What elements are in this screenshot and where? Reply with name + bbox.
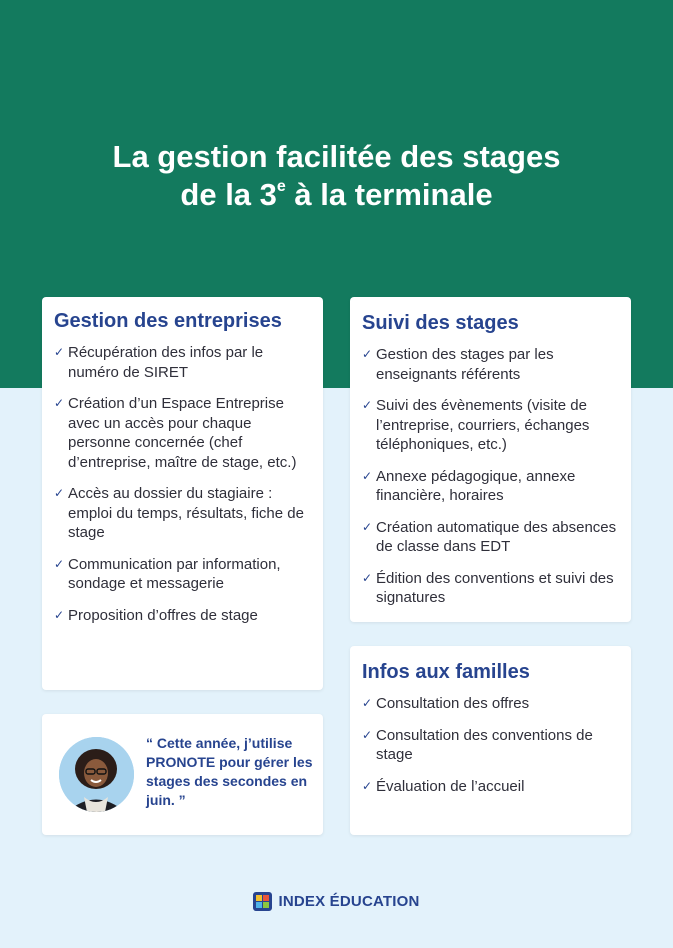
check-icon: ✓ [54, 607, 65, 622]
list-item-text: Accès au dossier du stagiaire : emploi du temps, résultats, fiche de stage [68, 485, 304, 541]
check-icon: ✓ [362, 570, 373, 585]
index-education-logo-icon [253, 892, 272, 911]
list-item [362, 518, 626, 557]
check-icon: ✓ [362, 778, 373, 793]
list-item [362, 345, 626, 384]
card-title: Gestion des entreprises [54, 310, 282, 332]
list-item-text: Communication par information, sondage et messagerie [68, 555, 281, 592]
list-item [54, 343, 314, 382]
check-icon: ✓ [54, 486, 65, 500]
list-item-text: Création d’un Espace Entreprise avec un accès pour chaque personne concernée (chef d’entreprise, maître de stage, etc.) [68, 395, 297, 471]
list-item [362, 694, 626, 714]
check-icon: ✓ [54, 345, 65, 359]
list-item [54, 394, 314, 472]
page-title [0, 138, 673, 214]
avatar-illustration [59, 737, 134, 812]
list-item [362, 777, 626, 797]
check-icon: ✓ [362, 398, 373, 412]
list-item [54, 606, 314, 626]
list-item-text: Récupération des infos par le numéro de SIRET [68, 344, 264, 381]
feature-list [362, 694, 626, 808]
check-icon: ✓ [362, 468, 373, 483]
card-suivi-stages [350, 297, 631, 622]
check-icon: ✓ [362, 347, 373, 361]
list-item [362, 726, 626, 765]
list-item-text: Suivi des évènements (visite de l’entreprise, courriers, échanges téléphoniques, etc.) [376, 397, 590, 453]
check-icon: ✓ [362, 519, 373, 534]
quote-text: Cette année, j’utilise PRONOTE pour gérer les stages des secondes en juin. [146, 735, 313, 808]
feature-list [54, 343, 314, 637]
card-infos-familles [350, 646, 631, 835]
list-item-text: Consultation des conventions de stage [376, 726, 593, 763]
list-item [362, 396, 626, 455]
brand-name: INDEX ÉDUCATION [278, 892, 420, 910]
title-line-1: La gestion facilitée des stages [112, 139, 561, 174]
list-item-text: Création automatique des absences de classe dans EDT [376, 518, 617, 555]
list-item-text: Proposition d’offres de stage [68, 606, 258, 624]
check-icon: ✓ [54, 396, 65, 410]
list-item [54, 555, 314, 594]
list-item [362, 467, 626, 506]
footer [0, 890, 673, 912]
card-title: Suivi des stages [362, 312, 519, 334]
list-item-text: Annexe pédagogique, annexe financière, horaires [376, 467, 576, 504]
close-quote-mark: ” [178, 792, 186, 808]
open-quote-mark: “ [146, 735, 153, 751]
card-title: Infos aux familles [362, 661, 530, 683]
card-gestion-entreprises [42, 297, 323, 690]
check-icon: ✓ [362, 696, 373, 710]
list-item-text: Édition des conventions et suivi des signatures [376, 569, 614, 606]
check-icon: ✓ [362, 727, 373, 742]
title-superscript: e [276, 177, 286, 195]
teacher-portrait-icon [59, 737, 134, 812]
list-item [54, 484, 314, 543]
title-line-2-end: à la terminale [285, 177, 493, 212]
title-line-2-start: de la 3 [180, 177, 277, 212]
check-icon: ✓ [54, 556, 65, 571]
testimonial-card [42, 714, 323, 835]
testimonial-quote [146, 734, 316, 810]
list-item [362, 569, 626, 608]
list-item-text: Évaluation de l’accueil [376, 777, 525, 795]
list-item-text: Consultation des offres [376, 695, 530, 712]
feature-list [362, 345, 626, 620]
list-item-text: Gestion des stages par les enseignants référents [376, 346, 554, 383]
